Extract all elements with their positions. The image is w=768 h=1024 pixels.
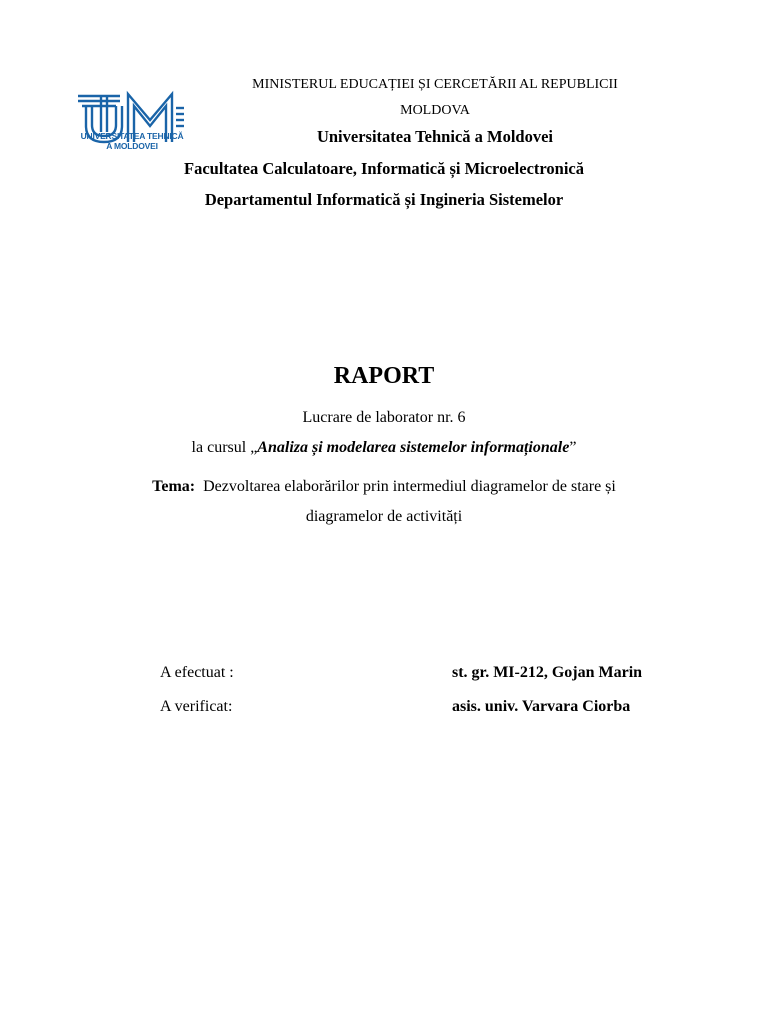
logo-caption-line2: A MOLDOVEI — [106, 141, 158, 151]
course-suffix: ” — [569, 439, 577, 456]
topic-label: Tema: — [152, 478, 196, 495]
performed-label: A efectuat : — [160, 664, 234, 681]
topic-block — [0, 472, 768, 532]
ministry-line2: MOLDOVA — [400, 103, 470, 118]
topic-line1-row — [0, 472, 768, 502]
course-line — [0, 439, 768, 457]
verified-value: asis. univ. Varvara Ciorba — [452, 698, 631, 715]
ministry-line1: MINISTERUL EDUCAȚIEI ȘI CERCETĂRII AL REPUBLICII — [252, 77, 618, 92]
course-prefix: la cursul „ — [191, 439, 258, 456]
ministry-heading — [130, 72, 740, 124]
lab-number: Lucrare de laborator nr. 6 — [302, 409, 466, 426]
verified-label: A verificat: — [160, 698, 233, 715]
logo-caption-line1: UNIVERSITATEA TEHNICĂ — [80, 131, 184, 141]
university-name: Universitatea Tehnică a Moldovei — [316, 127, 554, 146]
report-title: RAPORT — [333, 363, 435, 389]
performed-value: st. gr. MI-212, Gojan Marin — [452, 664, 643, 681]
course-name: Analiza și modelarea sistemelor informaționale — [257, 439, 570, 456]
topic-line2: diagramelor de activități — [305, 508, 463, 525]
faculty-name: Facultatea Calculatoare, Informatică și Microelectronică — [183, 159, 584, 178]
topic-line1: Dezvoltarea elaborărilor prin intermediul diagramelor de stare și — [203, 478, 616, 495]
department-name: Departamentul Informatică și Ingineria Sistemelor — [204, 190, 564, 209]
